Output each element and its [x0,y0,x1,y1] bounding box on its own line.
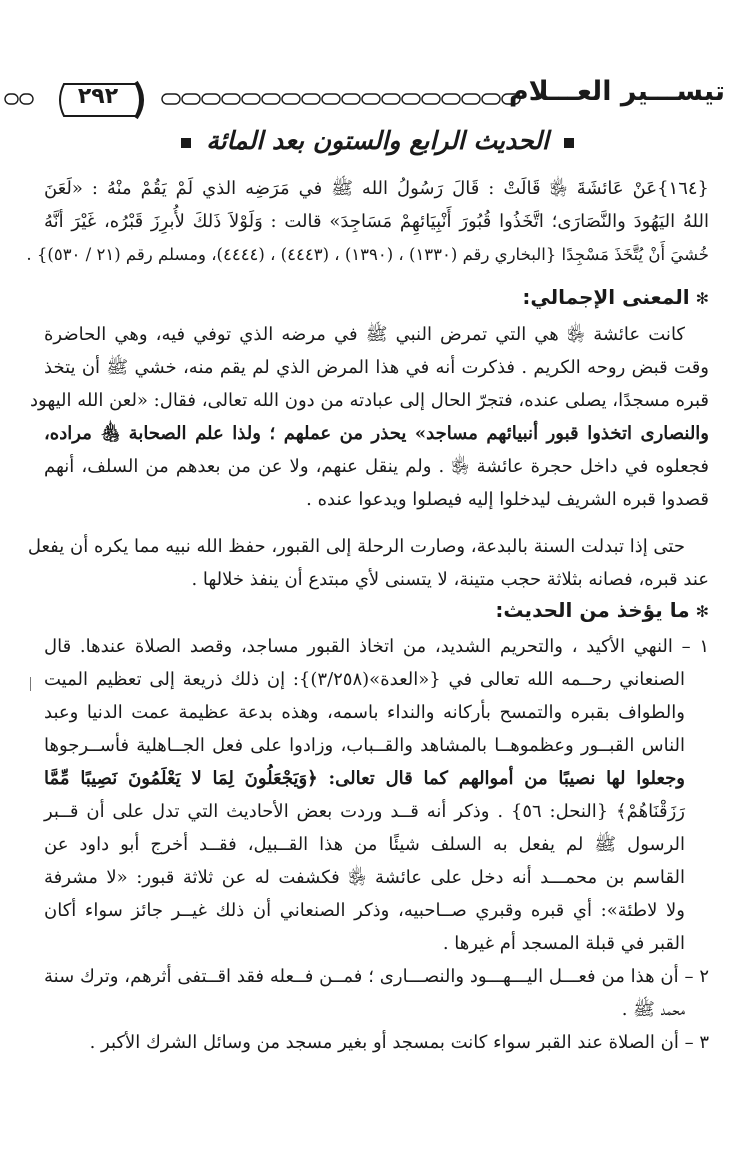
margin-mark [30,677,37,691]
lesson-line: ٢ – أن هذا من فعـــل اليـــهـــود والنصـــارى ؛ فمــن فــعله فقد اقــتفى أثرهم، وترك سنة [44,966,709,987]
hadith-title [0,126,755,155]
lesson-line: الرسول ﷺ لم يفعل به السلف شيئًا من هذا القــبيل، فقــد أخرج أبو داود عن [44,834,685,855]
page-number-frame [50,78,150,118]
lesson-item-2 [44,960,709,1026]
text-line: حتى إذا تبدلت السنة بالبدعة، وصارت الرحلة إلى القبور، حفظ الله نبيه مما يكره أن يفعل [27,536,685,557]
lesson-line: الصنعاني رحــمه الله تعالى في {«العدة»(٣/٢٥٨)}: إن ذلك ذريعة إلى تعظيم الميت [44,669,686,690]
text-line: قصدوا قبره الشريف ليدخلوا إليه فيصلوا ويدعوا عنده . [306,489,709,510]
page-number: ٢٩٢ [77,84,119,109]
lesson-line: ١ – النهي الأكيد ، والتحريم الشديد، من اتخاذ القبور مساجد، وقصد الصلاة عندها. قال [44,636,709,657]
lesson-item-3 [44,1026,709,1059]
lesson-line: القاسم بن محمـــد أنه دخل على عائشة ﵂ فكشفت له عن ثلاثة قبور: «لا مشرفة [44,867,685,888]
hadith-line: خُشيَ أَنْ يُتَّخَذَ مَسْجِدًا {البخاري رقم (١٣٣٠) ، (١٣٩٠) ، (٤٤٤٣) ، (٤٤٤٤)، ومسلم رقم (٢١ / ٥٣٠)} . [26,245,709,264]
text-line: قبره مسجدًا، يصلى عنده، فتجرّ الحال إلى عبادته من دون الله تعالى، فقال: «لعن الله اليهود [30,390,709,411]
lesson-line: ولا لاطئة»: أي قبره وقبري صــاحبيه، وذكر الصنعاني أن ذلك غيــر جائز سواء أكان [44,900,685,921]
square-bullet-icon [181,138,191,148]
section-heading-text: ما يؤخذ من الحديث: [495,598,690,622]
asterisk-icon: ✻ [695,289,709,308]
text-line: فجعلوه في داخل حجرة عائشة ﵂ . ولم ينقل عنهم، ولا عن من بعدهم من السلف، أنهم [44,456,709,477]
lesson-line: الناس القبــور وعظموهــا بالمشاهد والقــباب، وزادوا على فعل الجــاهلية فأســرجوها [44,735,685,756]
square-bullet-icon [564,138,574,148]
book-title: تيســـير العـــلام [508,76,725,107]
section-heading-lessons [495,598,709,622]
page-header [50,70,725,130]
ornament-chain [160,92,540,106]
general-meaning-paragraph [30,318,709,516]
ornament-chain-small [4,92,34,106]
lesson-line: والطواف بقبره والتمسح بأركانه والنداء باسمه، وهذه بدعة عظيمة عمت الدنيا وعبد [44,702,685,723]
lesson-line: القبر في قبلة المسجد أم غيرها . [442,933,685,954]
general-meaning-paragraph-2 [27,530,709,596]
hadith-line: {١٦٤}عَنْ عَائشَةَ ﵂ قَالَتْ : قَالَ رَسُولُ الله ﷺ في مَرَضِه الذي لَمْ يَقُمْ منْهُ : «لَعَنَ [44,178,709,199]
section-heading-general-meaning [522,285,709,309]
hadith-line: اللهُ اليَهُودَ والنَّصَارَى؛ اتَّخَذُوا قُبُورَ أَنْبِيَائهِمْ مَسَاجِدَ» قالت : وَلَوْلاَ ذَلكَ لأُبرِزَ قَبْرُه، غَيْرَ أنَّهُ [44,211,709,232]
text-line: عند قبره، فصانه بثلاثة حجب متينة، لا يتسنى لأي مبتدع أن ينفذ خلالها . [191,569,709,590]
hadith-text [26,172,709,271]
text-line: والنصارى اتخذوا قبور أنبيائهم مساجد» يحذر من عملهم ؛ ولذا علم الصحابة ﵃ مراده، [44,423,709,444]
lesson-line: رَزَقْنَاهُمْ﴾ {النحل: ٥٦} . وذكر أنه قــد وردت بعض الأحاديث التي تدل على أن قــبر [44,801,685,822]
lesson-line: محمد ﷺ . [621,999,685,1020]
text-line: كانت عائشة ﵂ هي التي تمرض النبي ﷺ في مرضه الذي توفي فيه، وهي الحاضرة [44,324,685,345]
lesson-line: وجعلوا لها نصيبًا من أموالهم كما قال تعالى: ﴿وَيَجْعَلُونَ لِمَا لا يَعْلَمُونَ نَصِيبًا مِّمَّا [44,768,686,789]
hadith-title-text: الحديث الرابع والستون بعد المائة [206,126,549,155]
text-line: وقت قبض روحه الكريم . فذكرت أنه في هذا المرض الذي لم يقم منه، خشي ﷺ أن يتخذ [44,357,709,378]
lesson-line: ٣ – أن الصلاة عند القبر سواء كانت بمسجد أو بغير مسجد من وسائل الشرك الأكبر . [89,1032,709,1053]
asterisk-icon: ✻ [695,602,709,621]
lessons-list [44,630,709,1059]
lesson-item-1 [44,630,709,960]
section-heading-text: المعنى الإجمالي: [522,285,690,309]
